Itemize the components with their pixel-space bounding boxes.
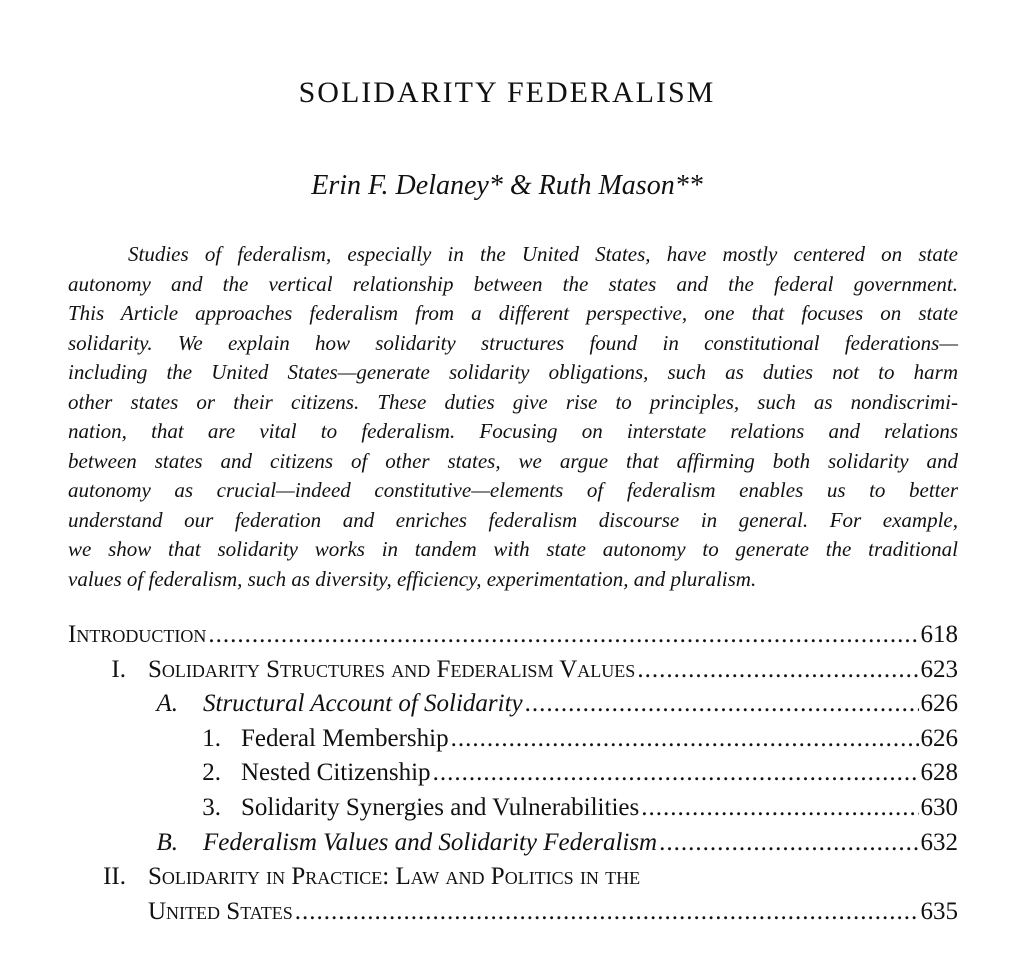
toc-entry-label: Nested Citizenship: [241, 759, 431, 787]
toc-entry-number: 1.: [202, 724, 221, 752]
toc-entry-label: Solidarity in Practice: Law and Politics in the: [148, 863, 641, 891]
toc-entry-label: Solidarity Structures and Federalism Values: [148, 655, 636, 683]
toc-entry-number: 3.: [202, 793, 221, 821]
toc-entry-label: Structural Account of Solidarity: [203, 690, 523, 718]
abstract-line: nation, that are vital to federalism. Focusing on interstate relations and relations: [68, 419, 958, 443]
toc-entry-label: Federal Membership: [241, 724, 449, 752]
toc-leader-dots: [451, 722, 919, 757]
toc-entry-page: 618: [920, 621, 958, 648]
abstract-line: understand our federation and enriches federalism discourse in general. For example,: [68, 507, 958, 532]
toc-entry-page: 626: [920, 724, 958, 752]
toc-leader-dots: [659, 826, 918, 861]
abstract-line: between states and citizens of other states, we argue that affirming both solidarity and: [68, 448, 958, 473]
toc-leader-dots: [433, 756, 919, 791]
abstract-line: we show that solidarity works in tandem with state autonomy to generate the traditional: [68, 537, 958, 561]
abstract-line: values of federalism, such as diversity, efficiency, experimentation, and pluralism.: [68, 566, 757, 591]
toc-entry-page: 626: [920, 690, 958, 718]
toc-entry-number: II.: [103, 863, 126, 891]
toc-entry-label: Federalism Values and Solidarity Federalism: [203, 828, 658, 856]
toc-entry-label: Solidarity Synergies and Vulnerabilities: [241, 793, 640, 821]
toc-leader-dots: [208, 618, 918, 653]
toc-entry-label: Introduction: [68, 621, 207, 648]
toc-leader-dots: [637, 653, 918, 688]
toc-entry-subsection-3: [68, 791, 958, 826]
toc-entry-page: 623: [920, 655, 958, 683]
abstract-line: Studies of federalism, especially in the United States, have mostly centered on state: [128, 242, 958, 266]
toc-entry-number: I.: [111, 655, 126, 683]
toc-entry-section-b: [68, 826, 958, 861]
abstract-line: This Article approaches federalism from a different perspective, one that focuses on state: [68, 301, 958, 325]
table-of-contents: [68, 618, 958, 929]
toc-entry-number: A.: [156, 690, 178, 718]
article-authors: Erin F. Delaney* & Ruth Mason**: [311, 170, 703, 201]
toc-entry-part-2: [68, 860, 958, 895]
toc-entry-page: 635: [920, 897, 958, 925]
toc-entry-number: B.: [156, 828, 178, 856]
toc-entry-subsection-2: [68, 756, 958, 791]
toc-leader-dots: [295, 895, 919, 930]
abstract-line: autonomy as crucial—indeed constitutive—elements of federalism enables us to better: [68, 478, 958, 502]
toc-entry-page: 628: [920, 759, 958, 787]
toc-entry-part-2-continued: [68, 895, 958, 930]
toc-entry-page: 632: [920, 828, 958, 856]
toc-entry-part-1: [68, 653, 958, 688]
toc-leader-dots: [641, 791, 918, 826]
toc-entry-number: 2.: [202, 759, 221, 787]
abstract-line: solidarity. We explain how solidarity structures found in constitutional federations—: [68, 330, 958, 355]
toc-entry-section-a: [68, 687, 958, 722]
abstract: [68, 240, 958, 594]
toc-entry-subsection-1: [68, 722, 958, 757]
toc-leader-dots: [525, 687, 919, 722]
abstract-line: autonomy and the vertical relationship between the states and the federal government.: [68, 271, 958, 296]
abstract-line: other states or their citizens. These duties give rise to principles, such as nondiscrimi-: [68, 389, 958, 414]
toc-entry-page: 630: [920, 793, 958, 821]
article-title: SOLIDARITY FEDERALISM: [298, 76, 716, 109]
toc-entry-label-continued: United States: [148, 897, 293, 925]
toc-entry-introduction: [68, 618, 958, 653]
abstract-line: including the United States—generate solidarity obligations, such as duties not to harm: [68, 360, 958, 384]
